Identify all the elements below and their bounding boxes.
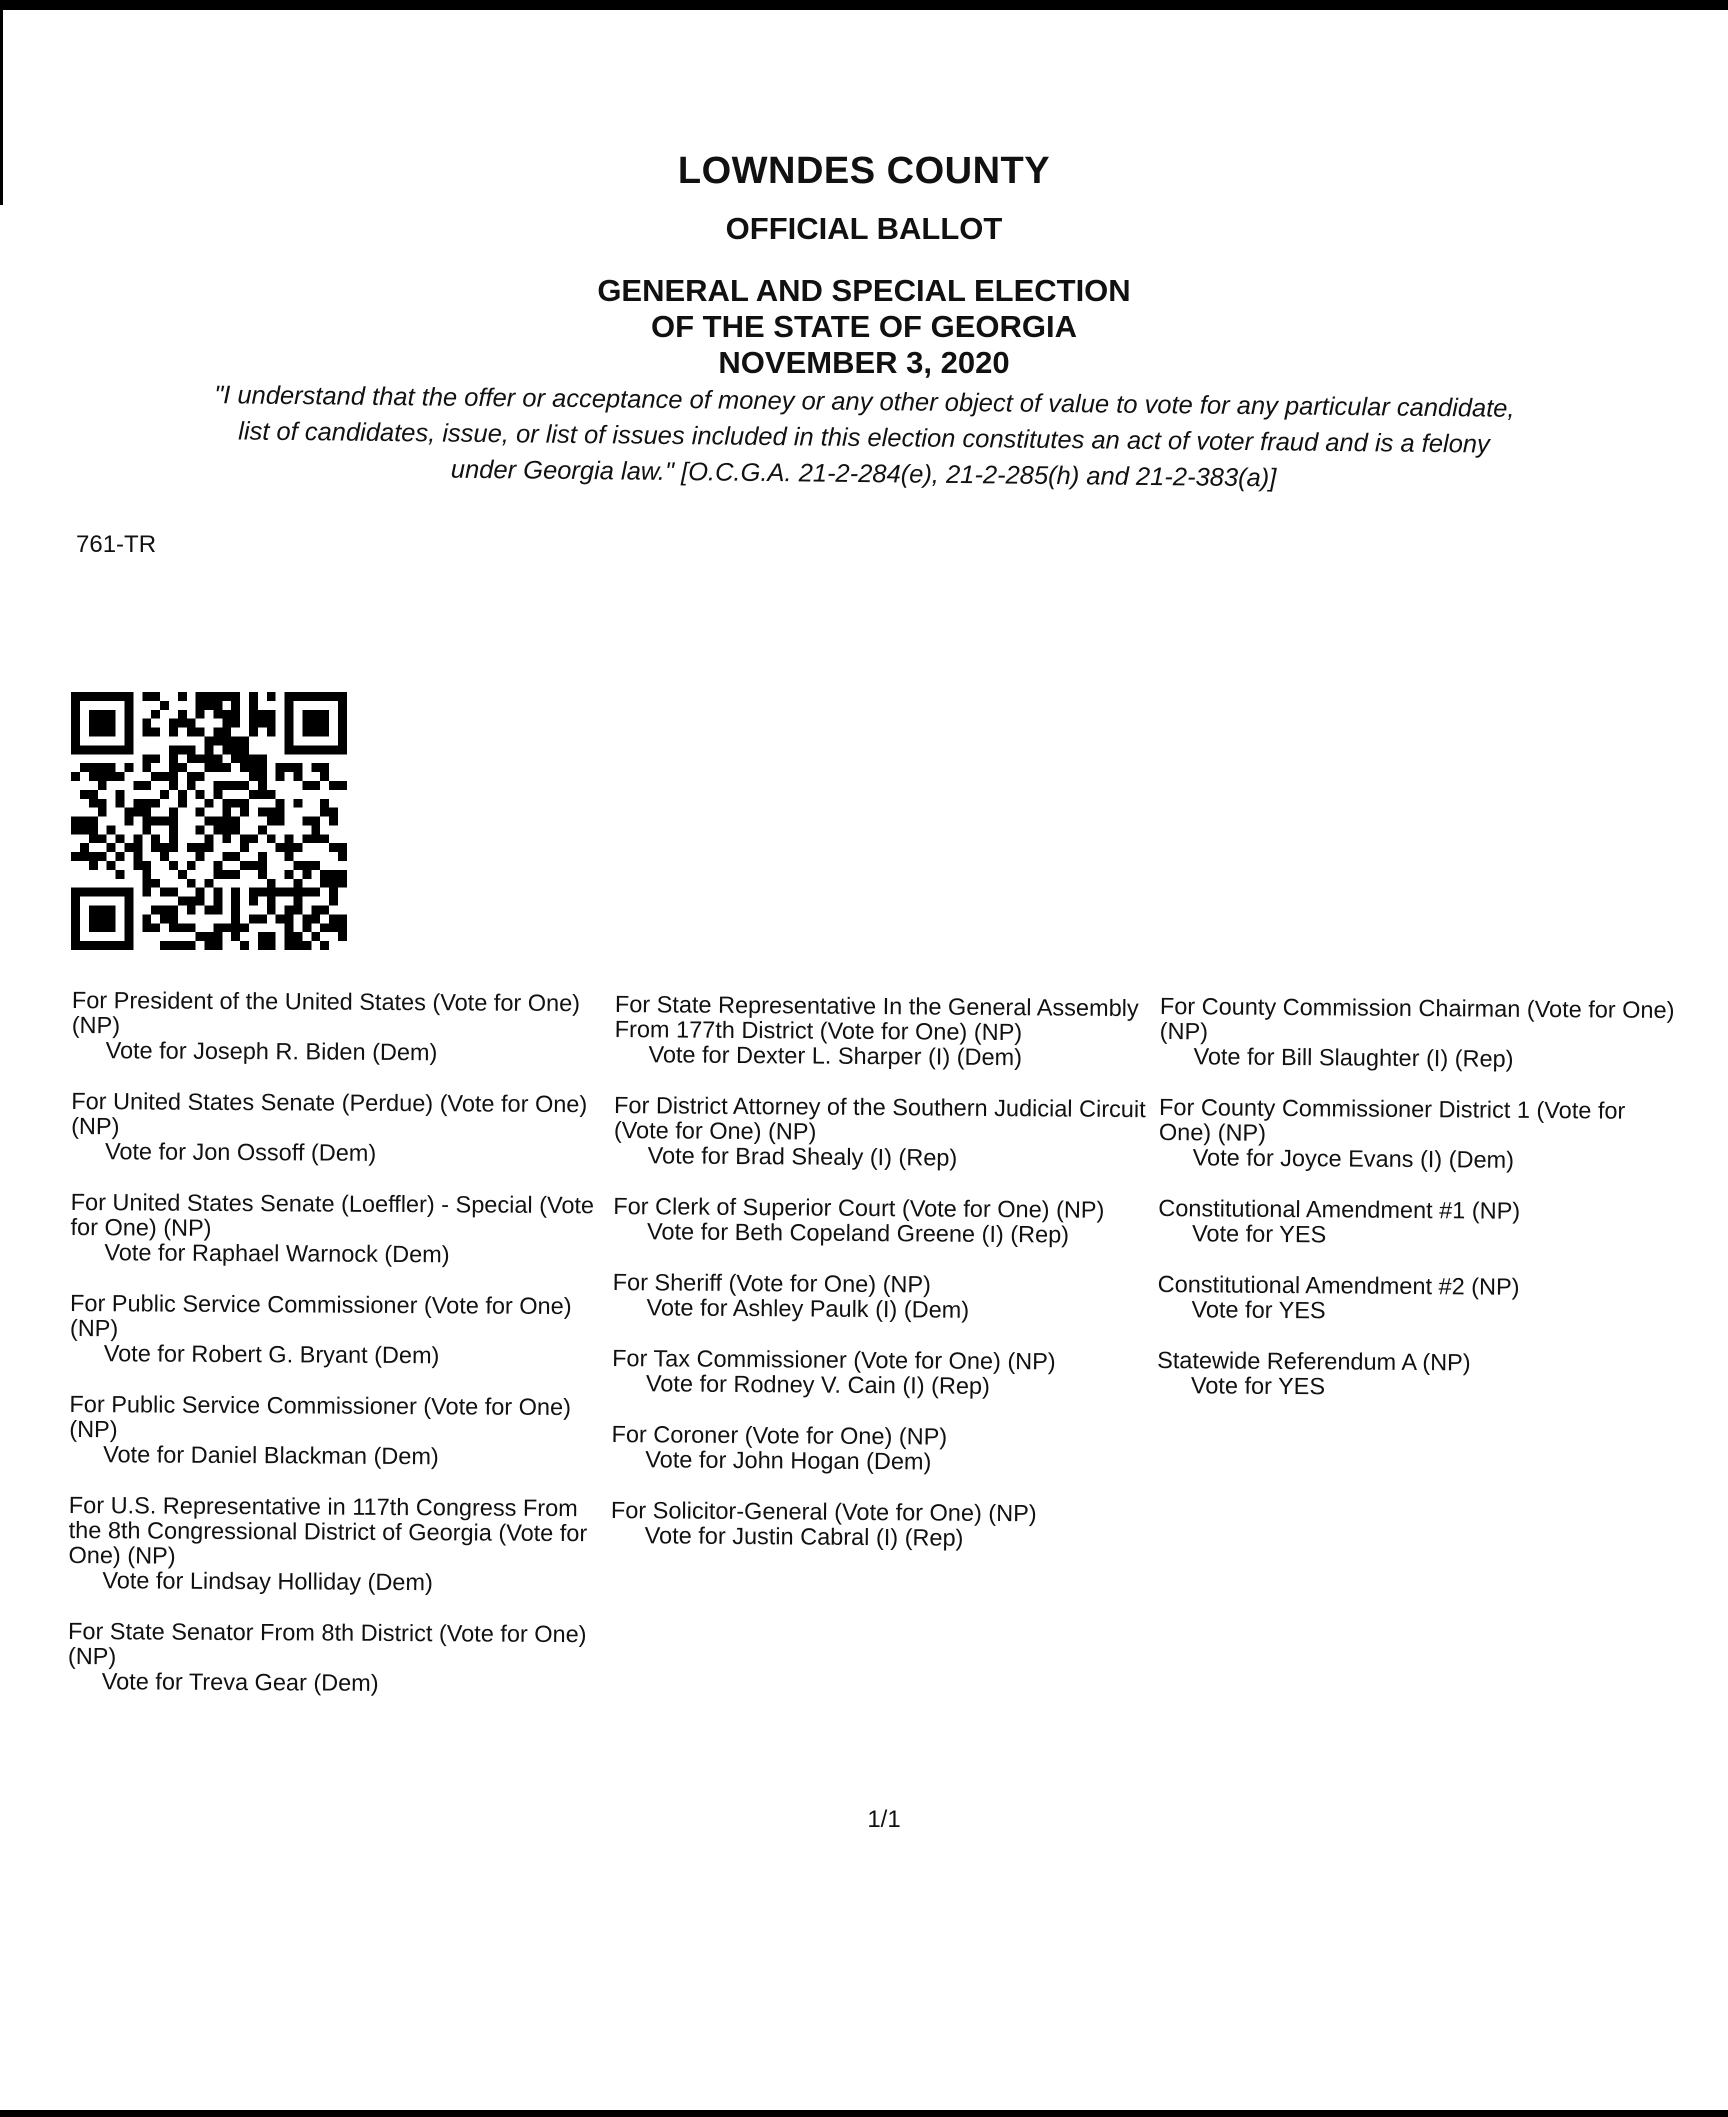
election-line-1: GENERAL AND SPECIAL ELECTION [597, 273, 1131, 308]
race-item [71, 1089, 609, 1167]
race-choice: Vote for Raphael Warnock (Dem) [104, 1239, 450, 1268]
race-item [614, 992, 1160, 1071]
race-title: For Sheriff (Vote for One) (NP) [612, 1268, 932, 1298]
race-item [613, 1194, 1158, 1248]
race-choice: Vote for Joyce Evans (I) (Dem) [1192, 1144, 1515, 1173]
race-item [70, 1291, 608, 1369]
race-choice: Vote for Dexter L. Sharper (I) (Dem) [648, 1041, 1023, 1071]
race-item [611, 1498, 1156, 1552]
race-title: For U.S. Representative in 117th Congress From the 8th Congressional District of Georgia (Vote for One) (NP) [68, 1491, 588, 1569]
oath-line-1: "I understand that the offer or acceptance of money or any other object of value to vote for any particular candidate, [214, 381, 1515, 423]
race-item [69, 1392, 607, 1470]
race-item [612, 1346, 1157, 1400]
race-item [1158, 1196, 1678, 1250]
race-choice: Vote for Brad Shealy (I) (Rep) [647, 1142, 958, 1171]
election-date: NOVEMBER 3, 2020 [718, 345, 1010, 380]
ballot-column-3 [1157, 994, 1680, 1428]
race-item [68, 1493, 607, 1596]
race-title: For District Attorney of the Southern Judicial Circuit (Vote for One) (NP) [613, 1091, 1146, 1145]
race-choice: Vote for Bill Slaughter (I) (Rep) [1193, 1043, 1514, 1072]
race-choice: Vote for YES [1191, 1296, 1326, 1324]
race-title: For United States Senate (Loeffler) - Special (Vote for One) (NP) [70, 1188, 595, 1241]
race-title: For Clerk of Superior Court (Vote for One) (NP) [613, 1192, 1105, 1223]
ballot-type: OFFICIAL BALLOT [725, 211, 1003, 246]
election-line-2: OF THE STATE OF GEORGIA [651, 309, 1077, 344]
race-choice: Vote for Robert G. Bryant (Dem) [103, 1340, 440, 1369]
race-choice: Vote for Justin Cabral (I) (Rep) [644, 1522, 964, 1551]
race-choice: Vote for Ashley Paulk (I) (Dem) [646, 1294, 970, 1323]
page-number: 1/1 [867, 1806, 901, 1833]
race-item [1157, 1272, 1677, 1326]
race-item [612, 1270, 1157, 1324]
race-title: For State Senator From 8th District (Vote for One) (NP) [67, 1617, 587, 1670]
race-title: For President of the United States (Vote for One) (NP) [71, 987, 581, 1039]
county-title: LOWNDES COUNTY [677, 150, 1051, 192]
race-choice: Vote for YES [1190, 1372, 1326, 1400]
race-choice: Vote for YES [1192, 1220, 1327, 1248]
race-title: For Public Service Commissioner (Vote for One) (NP) [69, 1390, 572, 1443]
race-title: Statewide Referendum A (NP) [1157, 1346, 1471, 1376]
race-item [1159, 994, 1680, 1073]
race-item [614, 1093, 1160, 1172]
race-title: Constitutional Amendment #2 (NP) [1157, 1270, 1520, 1300]
race-choice: Vote for Joseph R. Biden (Dem) [105, 1037, 438, 1066]
race-choice: Vote for Rodney V. Cain (I) (Rep) [645, 1370, 990, 1399]
qr-code-icon [70, 692, 348, 950]
race-title: For Coroner (Vote for One) (NP) [611, 1420, 948, 1450]
race-item [1157, 1348, 1677, 1402]
race-title: For Tax Commissioner (Vote for One) (NP) [612, 1344, 1056, 1375]
ballot-column-2 [610, 992, 1160, 1578]
race-choice: Vote for John Hogan (Dem) [645, 1446, 932, 1475]
race-title: Constitutional Amendment #1 (NP) [1158, 1194, 1521, 1224]
race-choice: Vote for Beth Copeland Greene (I) (Rep) [647, 1218, 1070, 1248]
race-item [611, 1422, 1156, 1476]
election-title [0, 273, 1728, 381]
race-choice: Vote for Jon Ossoff (Dem) [104, 1138, 377, 1166]
race-title: For State Representative In the General Assembly From 177th District (Vote for One) (NP) [614, 991, 1139, 1046]
race-title: For Solicitor-General (Vote for One) (NP) [610, 1496, 1037, 1527]
race-title: For Public Service Commissioner (Vote for One) (NP) [69, 1289, 572, 1342]
ballot-column-1 [68, 988, 610, 1723]
scan-edge-bottom [0, 2110, 1728, 2117]
race-item [70, 1190, 608, 1268]
race-title: For County Commission Chairman (Vote for One) (NP) [1159, 993, 1675, 1045]
ballot-header [0, 150, 1728, 381]
voter-fraud-oath [79, 376, 1648, 500]
race-choice: Vote for Lindsay Holliday (Dem) [102, 1567, 433, 1596]
race-item [72, 988, 610, 1066]
scan-edge-top [0, 0, 1728, 10]
ballot-style-id: 761-TR [76, 531, 157, 558]
oath-line-3: under Georgia law." [O.C.G.A. 21-2-284(e), 21-2-285(h) and 21-2-383(a)] [450, 455, 1277, 493]
race-choice: Vote for Treva Gear (Dem) [101, 1668, 379, 1696]
race-item [68, 1619, 606, 1697]
race-choice: Vote for Daniel Blackman (Dem) [103, 1441, 439, 1470]
race-title: For County Commissioner District 1 (Vote for One) (NP) [1158, 1093, 1626, 1146]
race-item [1159, 1095, 1680, 1174]
oath-line-2: list of candidates, issue, or list of issues included in this election constitutes an act of voter fraud and is a felony [238, 417, 1490, 459]
race-title: For United States Senate (Perdue) (Vote for One) (NP) [71, 1087, 588, 1140]
